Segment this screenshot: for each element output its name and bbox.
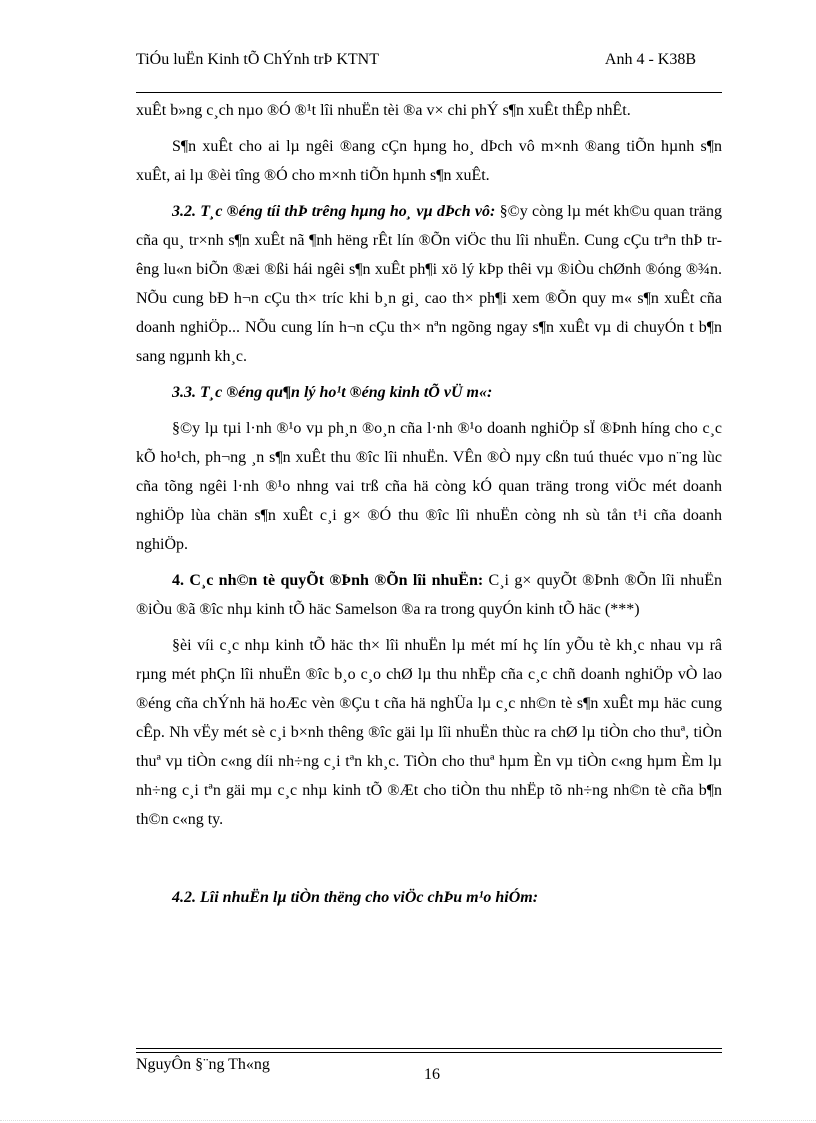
section-heading-3-3-text: 3.3. T¸c ®éng qu¶n lý ho¹t ®éng kinh tÕ vÜ m«: bbox=[172, 384, 493, 401]
section-heading-3-3 bbox=[136, 378, 722, 407]
page-number: 16 bbox=[424, 1066, 440, 1083]
document-body bbox=[136, 96, 722, 919]
header-divider bbox=[136, 92, 722, 93]
paragraph-2: S¶n xuÊt cho ai lµ ngêi ®ang cÇn hµng ho¸ dÞch vô m×nh ®ang tiÕn hµnh s¶n xuÊt, ai lµ ®èi tîng ®Ó cho m×nh tiÕn hµnh s¶n xuÊt. bbox=[136, 138, 722, 184]
header-class: Anh 4 - K38B bbox=[604, 51, 696, 68]
paragraph-3-text: §©y còng lµ mét kh©u quan träng cña qu¸ tr×nh s¶n xuÊt nã ¶nh hëng rÊt lín ®Õn viÖc thu lîi nhuËn. Cung cÇu trªn thÞ trêng lu«n biÕn ®æi ®ßi hái ngêi s¶n xuÊt ph¶i xö lý kÞp thêi vµ ®iÒu chØnh ®óng ®¾n. NÕu cung bÐ h¬n cÇu th× tríc khi b¸n gi¸ cao th× ph¶i xem ®Õn quy m« s¶n xuÊt cña doanh nghiÖp... NÕu cung lín h¬n cÇu th× nªn ngõng ngay s¶n xuÊt vµ di chuyÓn t b¶n sang ngµnh kh¸c. bbox=[136, 203, 723, 365]
paragraph-5: §©y lµ tµi l·nh ®¹o vµ ph¸n ®o¸n cña l·nh ®¹o doanh nghiÖp sÏ ®Þnh híng cho c¸c kÕ ho¹ch, ph¬ng ¸n s¶n xuÊt thu ®îc lîi nhuËn. VÊn ®Ò nµy cßn tuú thuéc vµo n¨ng lùc cña tõng ngêi l·nh ®¹o nhng vai trß cña hä còng kÓ quan träng trong viÖc mét doanh nghiÖp lùa chän s¶n xuÊt c¸i g× ®Ó thu ®îc lîi nhuËn còng nh sù tån t¹i cña doanh nghiÖp. bbox=[136, 420, 722, 553]
page-edge bbox=[0, 1120, 816, 1121]
paragraph-6-text: C¸i g× quyÕt ®Þnh ®Õn lîi nhuËn ®iÒu ®ã ®îc nhµ kinh tÕ häc Samelson ®a ra trong quyÓn kinh tÕ häc (***) bbox=[136, 572, 723, 618]
section-heading-4-2 bbox=[136, 883, 722, 912]
paragraph-3 bbox=[136, 197, 722, 371]
footer-divider-top bbox=[136, 1048, 722, 1049]
footer-divider-bottom bbox=[136, 1052, 722, 1053]
paragraph-7: §èi víi c¸c nhµ kinh tÕ häc th× lîi nhuËn lµ mét mí hç lín yÕu tè kh¸c nhau vµ râ rµng mét phÇn lîi nhuËn ®îc b¸o c¸o chØ lµ thu nhËp cña c¸c chñ doanh nghiÖp vÒ lao ®éng cña chÝnh hä hoÆc vèn ®Çu t cña hä nghÜa lµ c¸c nh©n tè s¶n xuÊt mµ häc cung cÊp. Nh vËy mét sè c¸i b×nh thêng ®îc gäi lµ lîi nhuËn thùc ra chØ lµ tiÒn cho thuª, tiÒn thuª vµ tiÒn c«ng díi nh÷ng c¸i tªn kh¸c. TiÒn cho thuª hµm Èn vµ tiÒn c«ng hµm Èm lµ nh÷ng c¸i tªn gäi mµ c¸c nhµ kinh tÕ ®Æt cho tiÒn thu nhËp tõ nh÷ng nh©n tè cña b¶n th©n c«ng ty. bbox=[136, 637, 722, 828]
section-heading-4-2-text: 4.2. Lîi nhuËn lµ tiÒn thëng cho viÖc chÞu m¹o hiÓm: bbox=[172, 889, 539, 906]
paragraph-6 bbox=[136, 566, 722, 624]
section-heading-3-2: 3.2. T¸c ®éng tíi thÞ trêng hµng ho¸ vµ dÞch vô: bbox=[172, 203, 496, 220]
section-heading-4: 4. C¸c nh©n tè quyÕt ®Þnh ®Õn lîi nhuËn: bbox=[172, 572, 484, 589]
header-title: TiÓu luËn Kinh tÕ ChÝnh trÞ KTNT bbox=[136, 51, 379, 68]
spacer bbox=[136, 841, 722, 883]
paragraph-1: xuÊt b»ng c¸ch nµo ®Ó ®¹t lîi nhuËn tèi ®a v× chi phÝ s¶n xuÊt thÊp nhÊt. bbox=[136, 102, 631, 119]
footer-author: NguyÔn §¨ng Th«ng bbox=[136, 1056, 270, 1073]
